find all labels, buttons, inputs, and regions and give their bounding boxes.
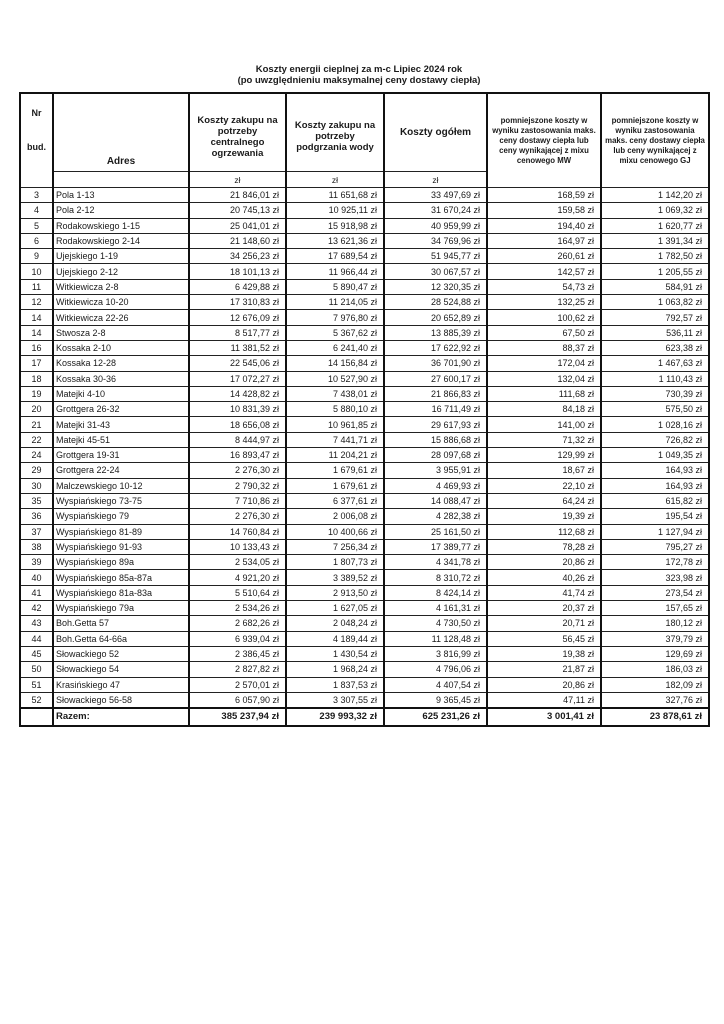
cell-nr: 43 [20,616,53,631]
table-row [20,616,709,631]
cell-total: 34 769,96 zł [384,233,487,248]
table-body [20,188,709,709]
cell-cwu: 2 006,08 zł [286,509,384,524]
unit-cwu: zł [286,172,384,188]
cell-cwu: 1 430,54 zł [286,646,384,661]
cell-mw: 20,86 zł [487,555,601,570]
cell-cwu: 3 307,55 zł [286,692,384,708]
table-row [20,631,709,646]
cell-co: 17 072,27 zł [189,371,286,386]
cell-mw: 168,59 zł [487,188,601,203]
cell-cwu: 1 837,53 zł [286,677,384,692]
cell-cwu: 7 256,34 zł [286,539,384,554]
cell-total: 14 088,47 zł [384,493,487,508]
cell-cwu: 4 189,44 zł [286,631,384,646]
cell-total: 27 600,17 zł [384,371,487,386]
cell-cwu: 10 527,90 zł [286,371,384,386]
table-row [20,478,709,493]
cell-gj: 575,50 zł [601,402,709,417]
cell-total: 3 816,99 zł [384,646,487,661]
heat-cost-table [19,92,710,727]
cell-mw: 159,58 zł [487,203,601,218]
cell-nr: 20 [20,402,53,417]
cell-cwu: 7 438,01 zł [286,386,384,401]
cell-co: 12 676,09 zł [189,310,286,325]
cell-total: 29 617,93 zł [384,417,487,432]
table-row [20,218,709,233]
cell-total: 4 161,31 zł [384,601,487,616]
cell-gj: 1 142,20 zł [601,188,709,203]
cell-total: 9 365,45 zł [384,692,487,708]
cell-co: 2 827,82 zł [189,662,286,677]
cell-mw: 41,74 zł [487,585,601,600]
table-row [20,585,709,600]
cell-gj: 1 782,50 zł [601,249,709,264]
cell-gj: 1 049,35 zł [601,448,709,463]
cell-adres: Wyspiańskiego 85a-87a [53,570,189,585]
table-row [20,662,709,677]
cell-gj: 536,11 zł [601,325,709,340]
cell-total: 31 670,24 zł [384,203,487,218]
table-row [20,448,709,463]
cell-cwu: 13 621,36 zł [286,233,384,248]
cell-cwu: 7 441,71 zł [286,432,384,447]
table-row [20,264,709,279]
cell-nr: 6 [20,233,53,248]
cell-adres: Słowackiego 54 [53,662,189,677]
cell-co: 34 256,23 zł [189,249,286,264]
cell-adres: Pola 2-12 [53,203,189,218]
cell-co: 6 429,88 zł [189,279,286,294]
cell-gj: 795,27 zł [601,539,709,554]
cell-adres: Witkiewicza 22-26 [53,310,189,325]
cell-adres: Witkiewicza 2-8 [53,279,189,294]
totals-cwu: 239 993,32 zł [286,708,384,726]
cell-gj: 273,54 zł [601,585,709,600]
cell-adres: Kossaka 2-10 [53,340,189,355]
cell-nr: 14 [20,325,53,340]
cell-adres: Wyspiańskiego 79a [53,601,189,616]
cell-gj: 792,57 zł [601,310,709,325]
totals-label: Razem: [53,708,189,726]
cell-cwu: 6 241,40 zł [286,340,384,355]
table-row [20,371,709,386]
cell-gj: 180,12 zł [601,616,709,631]
cell-nr: 3 [20,188,53,203]
cell-co: 2 790,32 zł [189,478,286,493]
cell-gj: 157,65 zł [601,601,709,616]
table-row [20,310,709,325]
cell-nr: 36 [20,509,53,524]
cell-mw: 56,45 zł [487,631,601,646]
cell-cwu: 14 156,84 zł [286,356,384,371]
cell-total: 12 320,35 zł [384,279,487,294]
cell-cwu: 11 651,68 zł [286,188,384,203]
table-row [20,509,709,524]
cell-gj: 615,82 zł [601,493,709,508]
cell-cwu: 11 966,44 zł [286,264,384,279]
cell-mw: 111,68 zł [487,386,601,401]
cell-co: 5 510,64 zł [189,585,286,600]
cell-mw: 260,61 zł [487,249,601,264]
cell-gj: 1 127,94 zł [601,524,709,539]
cell-cwu: 3 389,52 zł [286,570,384,585]
cell-total: 51 945,77 zł [384,249,487,264]
table-row [20,463,709,478]
table-row [20,570,709,585]
cell-mw: 129,99 zł [487,448,601,463]
cell-total: 33 497,69 zł [384,188,487,203]
cell-co: 16 893,47 zł [189,448,286,463]
cell-nr: 19 [20,386,53,401]
cell-gj: 323,98 zł [601,570,709,585]
cell-gj: 182,09 zł [601,677,709,692]
cell-adres: Ujejskiego 1-19 [53,249,189,264]
cell-nr: 37 [20,524,53,539]
table-row [20,646,709,661]
cell-total: 17 389,77 zł [384,539,487,554]
table-row [20,677,709,692]
cell-co: 2 534,26 zł [189,601,286,616]
cell-nr: 38 [20,539,53,554]
cell-total: 16 711,49 zł [384,402,487,417]
cell-cwu: 7 976,80 zł [286,310,384,325]
cell-nr: 39 [20,555,53,570]
cell-gj: 172,78 zł [601,555,709,570]
header-nr [20,93,53,188]
cell-nr: 17 [20,356,53,371]
cell-total: 4 407,54 zł [384,677,487,692]
cell-gj: 1 028,16 zł [601,417,709,432]
cell-total: 13 885,39 zł [384,325,487,340]
cell-nr: 40 [20,570,53,585]
cell-co: 2 682,26 zł [189,616,286,631]
cell-nr: 18 [20,371,53,386]
cell-gj: 164,93 zł [601,463,709,478]
cell-gj: 726,82 zł [601,432,709,447]
cell-adres: Rodakowskiego 1-15 [53,218,189,233]
cell-gj: 1 069,32 zł [601,203,709,218]
cell-gj: 129,69 zł [601,646,709,661]
cell-gj: 1 467,63 zł [601,356,709,371]
cell-adres: Kossaka 12-28 [53,356,189,371]
cell-mw: 64,24 zł [487,493,601,508]
cell-gj: 327,76 zł [601,692,709,708]
cell-mw: 132,25 zł [487,295,601,310]
cell-cwu: 1 807,73 zł [286,555,384,570]
table-row [20,279,709,294]
cell-adres: Grottgera 22-24 [53,463,189,478]
header-total-costs: Koszty ogółem [384,93,487,172]
header-reduced-gj: pomniejszone koszty w wyniku zastosowania maks. ceny dostawy ciepła lub ceny wynikającej z mixu cenowego GJ [601,93,709,188]
cell-mw: 100,62 zł [487,310,601,325]
cell-gj: 1 391,34 zł [601,233,709,248]
cell-adres: Grottgera 19-31 [53,448,189,463]
cell-nr: 5 [20,218,53,233]
cell-mw: 18,67 zł [487,463,601,478]
cell-nr: 22 [20,432,53,447]
cell-mw: 20,71 zł [487,616,601,631]
cell-adres: Wyspiańskiego 79 [53,509,189,524]
cell-nr: 50 [20,662,53,677]
cell-total: 25 161,50 zł [384,524,487,539]
unit-total: zł [384,172,487,188]
cell-gj: 164,93 zł [601,478,709,493]
table-row [20,203,709,218]
cell-adres: Grottgera 26-32 [53,402,189,417]
totals-row [20,708,709,726]
table-row [20,402,709,417]
cell-mw: 20,37 zł [487,601,601,616]
cell-gj: 379,79 zł [601,631,709,646]
document-title: Koszty energii cieplnej za m-c Lipiec 2024 rok [255,64,463,75]
cell-adres: Kossaka 30-36 [53,371,189,386]
cell-nr: 10 [20,264,53,279]
cell-co: 2 276,30 zł [189,463,286,478]
unit-adres [53,172,189,188]
cell-nr: 9 [20,249,53,264]
cell-cwu: 5 890,47 zł [286,279,384,294]
cell-adres: Słowackiego 52 [53,646,189,661]
cell-mw: 141,00 zł [487,417,601,432]
cell-mw: 21,87 zł [487,662,601,677]
cell-co: 6 939,04 zł [189,631,286,646]
cell-co: 20 745,13 zł [189,203,286,218]
cell-mw: 71,32 zł [487,432,601,447]
cell-co: 14 428,82 zł [189,386,286,401]
totals-total: 625 231,26 zł [384,708,487,726]
cell-mw: 172,04 zł [487,356,601,371]
cell-co: 6 057,90 zł [189,692,286,708]
cell-cwu: 17 689,54 zł [286,249,384,264]
cell-nr: 12 [20,295,53,310]
cell-gj: 730,39 zł [601,386,709,401]
header-cwu-costs: Koszty zakupu na potrzeby podgrzania wody [286,93,384,172]
cell-cwu: 10 961,85 zł [286,417,384,432]
unit-co: zł [189,172,286,188]
cell-adres: Krasińskiego 47 [53,677,189,692]
cell-co: 21 846,01 zł [189,188,286,203]
cell-cwu: 1 627,05 zł [286,601,384,616]
header-reduced-mw: pomniejszone koszty w wyniku zastosowania maks. ceny dostawy ciepła lub ceny wynikającej z mixu cenowego MW [487,93,601,188]
cell-nr: 30 [20,478,53,493]
cell-cwu: 5 880,10 zł [286,402,384,417]
cell-total: 36 701,90 zł [384,356,487,371]
cell-adres: Pola 1-13 [53,188,189,203]
cell-total: 15 886,68 zł [384,432,487,447]
cell-gj: 623,38 zł [601,340,709,355]
cell-nr: 16 [20,340,53,355]
cell-adres: Wyspiańskiego 73-75 [53,493,189,508]
cell-adres: Stwosza 2-8 [53,325,189,340]
cell-cwu: 5 367,62 zł [286,325,384,340]
table-row [20,249,709,264]
table-row [20,386,709,401]
cell-co: 18 101,13 zł [189,264,286,279]
cell-co: 2 386,45 zł [189,646,286,661]
table-row [20,432,709,447]
cell-adres: Wyspiańskiego 81-89 [53,524,189,539]
cell-total: 4 469,93 zł [384,478,487,493]
cell-adres: Boh.Getta 57 [53,616,189,631]
cell-cwu: 11 204,21 zł [286,448,384,463]
cell-mw: 47,11 zł [487,692,601,708]
cell-adres: Witkiewicza 10-20 [53,295,189,310]
cell-gj: 584,91 zł [601,279,709,294]
cell-cwu: 2 913,50 zł [286,585,384,600]
cell-nr: 44 [20,631,53,646]
cell-mw: 20,86 zł [487,677,601,692]
cell-gj: 186,03 zł [601,662,709,677]
cell-mw: 19,39 zł [487,509,601,524]
table-row [20,417,709,432]
cell-gj: 1 063,82 zł [601,295,709,310]
cell-total: 4 282,38 zł [384,509,487,524]
totals-mw: 3 001,41 zł [487,708,601,726]
table-row [20,524,709,539]
cell-co: 10 831,39 zł [189,402,286,417]
document-subtitle: (po uwzględnieniu maksymalnej ceny dostawy ciepła) [237,75,481,86]
cell-cwu: 10 400,66 zł [286,524,384,539]
cell-total: 4 730,50 zł [384,616,487,631]
cell-nr: 35 [20,493,53,508]
cell-cwu: 2 048,24 zł [286,616,384,631]
cell-gj: 195,54 zł [601,509,709,524]
cell-nr: 11 [20,279,53,294]
cell-co: 8 517,77 zł [189,325,286,340]
cell-co: 22 545,06 zł [189,356,286,371]
cell-mw: 19,38 zł [487,646,601,661]
cell-cwu: 15 918,98 zł [286,218,384,233]
table-row [20,493,709,508]
cell-cwu: 1 968,24 zł [286,662,384,677]
cell-co: 4 921,20 zł [189,570,286,585]
cell-nr: 24 [20,448,53,463]
cell-total: 28 097,68 zł [384,448,487,463]
cell-nr: 42 [20,601,53,616]
table-row [20,555,709,570]
cell-cwu: 11 214,05 zł [286,295,384,310]
cell-co: 7 710,86 zł [189,493,286,508]
cell-mw: 67,50 zł [487,325,601,340]
header-adres: Adres [53,93,189,172]
cell-adres: Matejki 45-51 [53,432,189,447]
cell-total: 17 622,92 zł [384,340,487,355]
cell-co: 21 148,60 zł [189,233,286,248]
cell-cwu: 1 679,61 zł [286,463,384,478]
cell-co: 2 570,01 zł [189,677,286,692]
cell-adres: Malczewskiego 10-12 [53,478,189,493]
cell-mw: 88,37 zł [487,340,601,355]
cell-adres: Rodakowskiego 2-14 [53,233,189,248]
cell-cwu: 1 679,61 zł [286,478,384,493]
cell-co: 2 276,30 zł [189,509,286,524]
table-row [20,295,709,310]
cell-mw: 142,57 zł [487,264,601,279]
totals-co: 385 237,94 zł [189,708,286,726]
cell-total: 8 424,14 zł [384,585,487,600]
cell-total: 21 866,83 zł [384,386,487,401]
cell-co: 2 534,05 zł [189,555,286,570]
cell-co: 17 310,83 zł [189,295,286,310]
cell-co: 8 444,97 zł [189,432,286,447]
cell-mw: 40,26 zł [487,570,601,585]
table-row [20,539,709,554]
cell-adres: Matejki 31-43 [53,417,189,432]
cell-total: 3 955,91 zł [384,463,487,478]
cell-total: 8 310,72 zł [384,570,487,585]
cell-nr: 41 [20,585,53,600]
header-nr-line1: Nr [31,108,42,118]
cell-mw: 194,40 zł [487,218,601,233]
cell-adres: Boh.Getta 64-66a [53,631,189,646]
cell-nr: 45 [20,646,53,661]
cell-nr: 29 [20,463,53,478]
header-co-costs: Koszty zakupu na potrzeby centralnego ogrzewania [189,93,286,172]
cell-adres: Słowackiego 56-58 [53,692,189,708]
cell-adres: Matejki 4-10 [53,386,189,401]
totals-nr [20,708,53,726]
cell-nr: 21 [20,417,53,432]
cell-nr: 14 [20,310,53,325]
cell-co: 11 381,52 zł [189,340,286,355]
cell-mw: 22,10 zł [487,478,601,493]
cell-gj: 1 110,43 zł [601,371,709,386]
cell-mw: 132,04 zł [487,371,601,386]
cell-co: 18 656,08 zł [189,417,286,432]
cell-mw: 164,97 zł [487,233,601,248]
cell-mw: 54,73 zł [487,279,601,294]
cell-total: 28 524,88 zł [384,295,487,310]
cell-total: 4 796,06 zł [384,662,487,677]
cell-nr: 51 [20,677,53,692]
cell-nr: 52 [20,692,53,708]
table-row [20,325,709,340]
table-row [20,601,709,616]
header-nr-line2: bud. [27,142,46,152]
cell-mw: 84,18 zł [487,402,601,417]
cell-total: 11 128,48 zł [384,631,487,646]
cell-mw: 78,28 zł [487,539,601,554]
cell-total: 40 959,99 zł [384,218,487,233]
cell-cwu: 6 377,61 zł [286,493,384,508]
cell-co: 25 041,01 zł [189,218,286,233]
cell-adres: Wyspiańskiego 91-93 [53,539,189,554]
cell-co: 10 133,43 zł [189,539,286,554]
table-row [20,233,709,248]
table-row [20,356,709,371]
cell-adres: Wyspiańskiego 89a [53,555,189,570]
cell-total: 20 652,89 zł [384,310,487,325]
cell-co: 14 760,84 zł [189,524,286,539]
cell-total: 4 341,78 zł [384,555,487,570]
cell-total: 30 067,57 zł [384,264,487,279]
cell-adres: Wyspiańskiego 81a-83a [53,585,189,600]
cell-adres: Ujejskiego 2-12 [53,264,189,279]
totals-gj: 23 878,61 zł [601,708,709,726]
table-row [20,692,709,708]
table-row [20,340,709,355]
table-row [20,188,709,203]
cell-gj: 1 620,77 zł [601,218,709,233]
cell-mw: 112,68 zł [487,524,601,539]
cell-cwu: 10 925,11 zł [286,203,384,218]
cell-nr: 4 [20,203,53,218]
cell-gj: 1 205,55 zł [601,264,709,279]
